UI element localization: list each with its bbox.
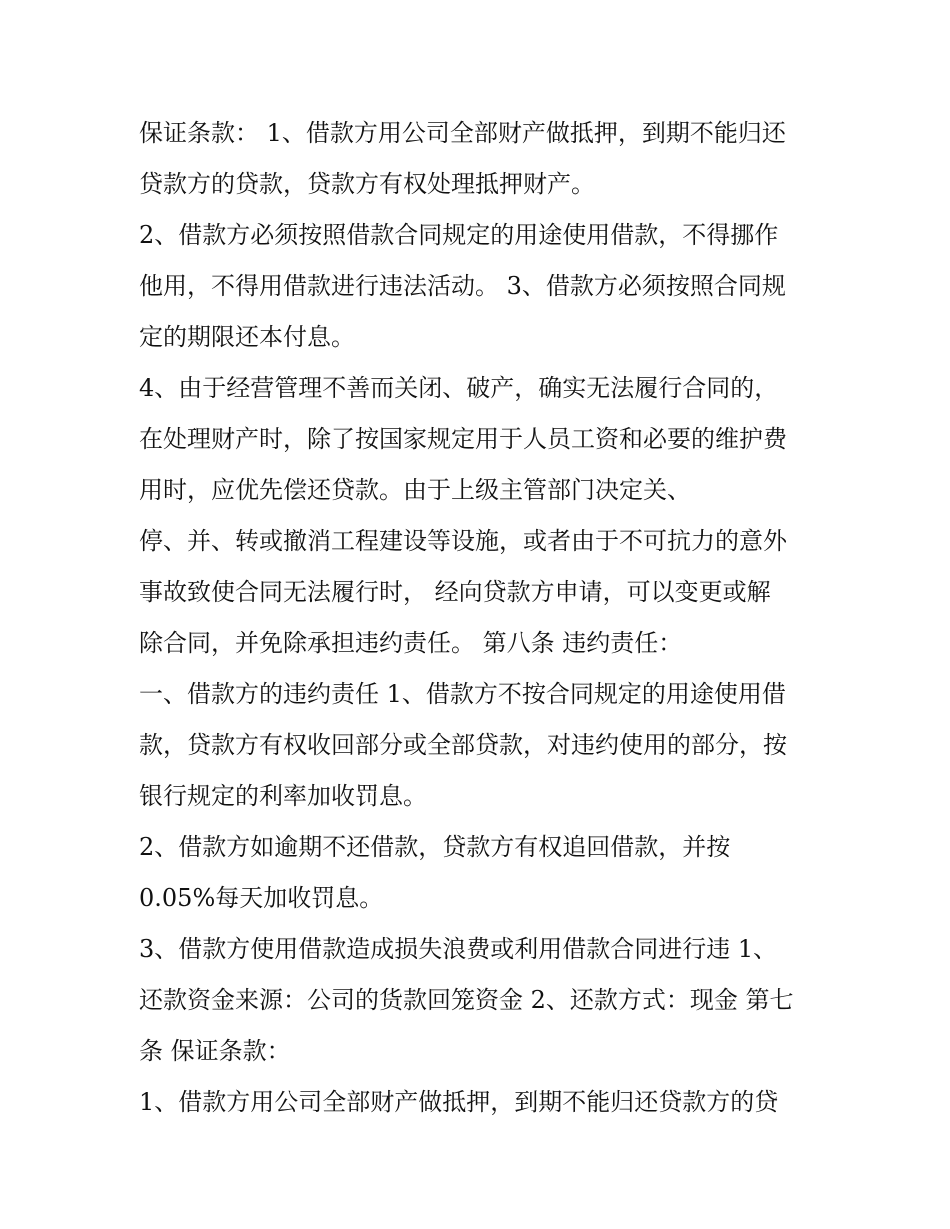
- document-body: [139, 108, 829, 1128]
- text-line: 0.05%每天加收罚息。: [139, 884, 384, 912]
- text-line: 停、并、转或撤消工程建设等设施，或者由于不可抗力的意外: [139, 527, 787, 555]
- text-line: 定的期限还本付息。: [139, 323, 355, 351]
- text-line: 款，贷款方有权收回部分或全部贷款，对违约使用的部分，按: [139, 731, 787, 759]
- text-line: 保证条款： 1、借款方用公司全部财产做抵押，到期不能归还: [139, 119, 786, 147]
- text-line: 事故致使合同无法履行时， 经向贷款方申请，可以变更或解: [139, 578, 771, 606]
- text-line: 条 保证条款：: [139, 1037, 291, 1065]
- text-line: 在处理财产时，除了按国家规定用于人员工资和必要的维护费: [139, 425, 787, 453]
- text-line: 用时，应优先偿还贷款。由于上级主管部门决定关、: [139, 476, 691, 504]
- text-line: 1、借款方用公司全部财产做抵押，到期不能归还贷款方的贷: [139, 1088, 779, 1116]
- text-line: 贷款方的贷款，贷款方有权处理抵押财产。: [139, 170, 595, 198]
- text-line: 他用，不得用借款进行违法活动。 3、借款方必须按照合同规: [139, 272, 786, 300]
- text-line: 2、借款方如逾期不还借款，贷款方有权追回借款，并按: [139, 833, 731, 861]
- text-line: 一、借款方的违约责任 1、借款方不按合同规定的用途使用借: [139, 680, 786, 708]
- text-line: 除合同，并免除承担违约责任。 第八条 违约责任：: [139, 629, 683, 657]
- text-line: 2、借款方必须按照借款合同规定的用途使用借款，不得挪作: [139, 221, 779, 249]
- text-line: 4、由于经营管理不善而关闭、破产，确实无法履行合同的，: [139, 374, 779, 402]
- text-line: 3、借款方使用借款造成损失浪费或利用借款合同进行违 1、: [139, 935, 778, 963]
- text-line: 银行规定的利率加收罚息。: [139, 782, 427, 810]
- text-line: 还款资金来源：公司的货款回笼资金 2、还款方式：现金 第七: [139, 986, 794, 1014]
